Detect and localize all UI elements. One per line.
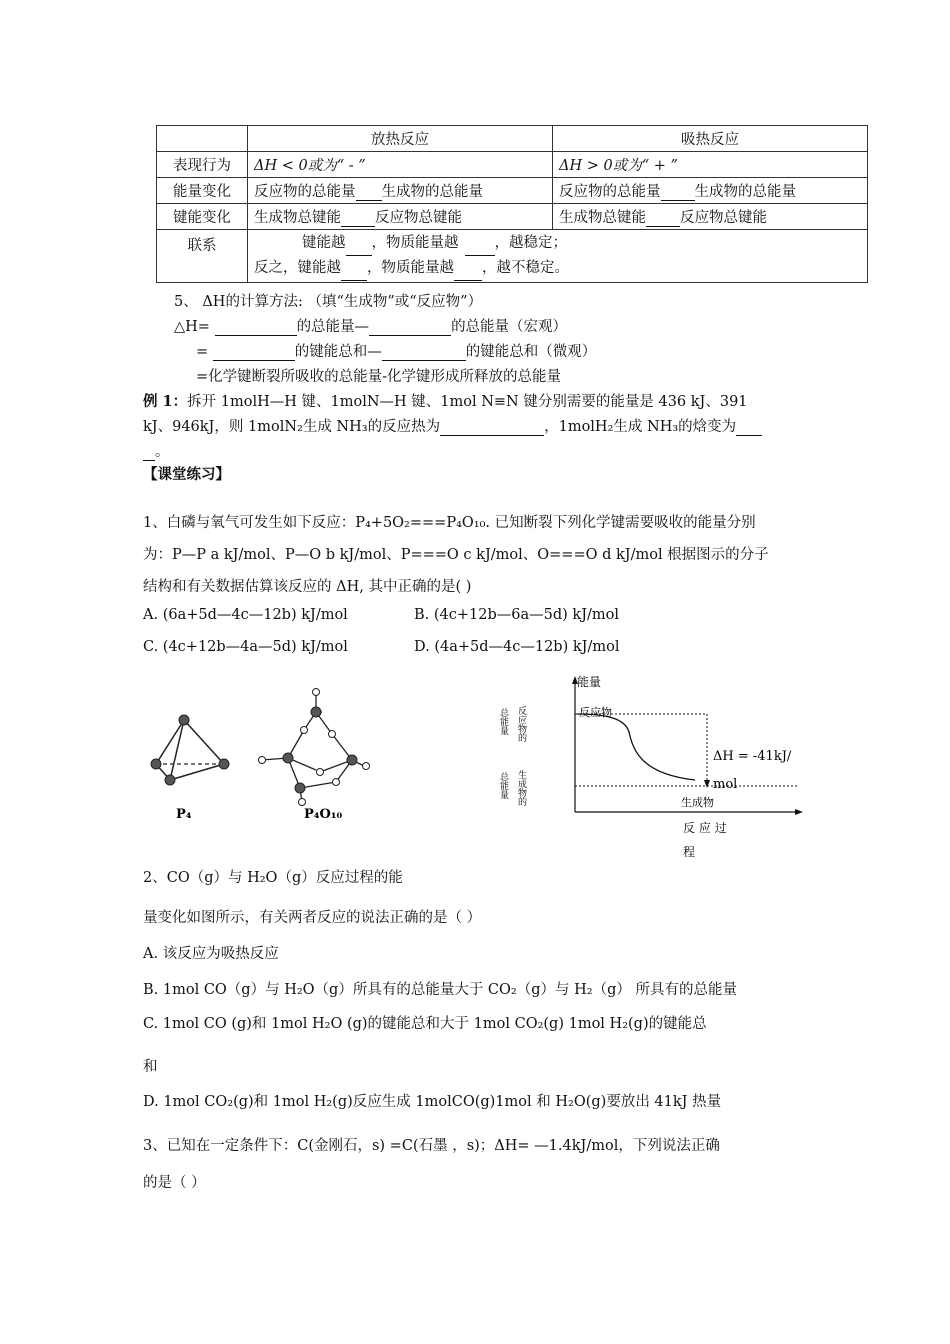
fill-blank[interactable]: [736, 421, 762, 437]
fill-blank[interactable]: [341, 212, 375, 228]
x-axis-label: 反 应 过: [683, 821, 727, 835]
fill-blank[interactable]: [356, 186, 382, 202]
q1-option-b[interactable]: B. (4c+12b—6a—5d) kJ/mol: [414, 607, 620, 623]
table-cell: [248, 178, 553, 204]
relation-text: ，越稳定；: [494, 235, 567, 251]
p4o10-label: P₄O₁₀: [304, 807, 343, 822]
relation-cell: [248, 230, 868, 283]
table-row: [157, 204, 868, 230]
calc-line-2: [196, 340, 596, 361]
table-header-cell: [157, 126, 248, 152]
comparison-table: [156, 125, 868, 283]
table-header-row: [157, 126, 868, 152]
energy-diagram: [495, 672, 825, 867]
fill-blank[interactable]: [465, 241, 495, 257]
calc-text: 的键能总和—: [294, 344, 382, 360]
left-label-total-1: 总能量: [498, 708, 508, 735]
example-text: 拆开 1molH—H 键、1molN—H 键、1mol N≡N 键分别需要的能量是 436 kJ、391: [187, 394, 748, 410]
q3-line-1: 3、已知在一定条件下：C(金刚石，s) =C(石墨 ，s)；ΔH= —1.4kJ/mol，下列说法正确: [143, 1138, 720, 1154]
table-cell: ΔH < 0或为“ - ”: [248, 152, 553, 178]
fill-blank[interactable]: [440, 421, 544, 437]
cell-text: 生成物总键能: [559, 210, 646, 226]
delta-h-unit: mol: [713, 777, 738, 792]
fill-blank[interactable]: [661, 186, 695, 202]
calc-title: 5、 ΔH的计算方法: （填“生成物”或“反应物”）: [174, 294, 483, 310]
fill-blank[interactable]: [454, 266, 482, 282]
q1-option-c[interactable]: C. (4c+12b—4a—5d) kJ/mol: [143, 639, 348, 655]
relation-text: ，越不稳定。: [482, 260, 569, 276]
q1-line-3: 结构和有关数据估算该反应的 ΔH, 其中正确的是( ): [143, 579, 472, 595]
calc-line-1: [174, 315, 567, 336]
relation-line: [254, 256, 861, 281]
q1-option-a[interactable]: A. (6a+5d—4c—12b) kJ/mol: [143, 607, 348, 623]
cell-text: 生成物的总能量: [694, 184, 796, 200]
calc-text: =: [196, 344, 209, 360]
fill-blank[interactable]: [382, 346, 466, 362]
example-text: ，1molH₂生成 NH₃的焓变为: [544, 419, 737, 435]
y-axis-label: 能量: [577, 675, 602, 689]
example-text: kJ、946kJ，则 1molN₂生成 NH₃的反应热为: [143, 419, 441, 435]
product-label: 生成物: [681, 796, 714, 809]
table-cell: ΔH > 0或为“ + ”: [553, 152, 868, 178]
table-row: [157, 178, 868, 204]
table-row: [157, 152, 868, 178]
relation-text: ，物质能量越: [371, 235, 459, 251]
q2-line-2: 量变化如图所示，有关两者反应的说法正确的是（ ）: [143, 910, 482, 926]
delta-h-arrow: [704, 780, 710, 788]
fill-blank[interactable]: [346, 241, 372, 257]
example-line-2: [143, 415, 762, 436]
table-cell: [553, 178, 868, 204]
calc-text: △H=: [174, 319, 210, 335]
cell-text: 反应物总键能: [375, 210, 462, 226]
reactant-label: 反应物: [579, 706, 612, 719]
example-label: 例 1：: [143, 393, 188, 410]
molecule-figure: [140, 682, 390, 832]
left-label-reactant: 反应物的: [516, 706, 526, 742]
table-header-cell: 放热反应: [248, 126, 553, 152]
reaction-curve: [577, 714, 695, 780]
calc-text: 的总能量—: [296, 319, 370, 335]
cell-text: 生成物的总能量: [381, 184, 483, 200]
q2-option-a[interactable]: A. 该反应为吸热反应: [143, 946, 279, 962]
row-label: 能量变化: [157, 178, 248, 204]
table-cell: [553, 204, 868, 230]
fill-blank[interactable]: [215, 321, 297, 337]
q1-line-1: 1、白磷与氧气可发生如下反应：P₄+5O₂===P₄O₁₀. 已知断裂下列化学键需要吸收的能量分别: [143, 515, 756, 531]
delta-h-label: ΔH = -41kJ/: [713, 749, 792, 764]
row-label: 表现行为: [157, 152, 248, 178]
fill-blank[interactable]: [646, 212, 680, 228]
cell-text: 反应物的总能量: [559, 184, 661, 200]
q3-line-2: 的是（ ）: [143, 1175, 206, 1191]
cell-text: 反应物总键能: [680, 210, 767, 226]
fill-blank[interactable]: [369, 321, 451, 337]
p4o10-atoms: [259, 689, 370, 806]
fill-blank[interactable]: [213, 346, 295, 362]
q1-option-d[interactable]: D. (4a+5d—4c—12b) kJ/mol: [414, 639, 620, 655]
section-heading: 【课堂练习】: [143, 466, 230, 483]
q2-option-c[interactable]: C. 1mol CO (g)和 1mol H₂O (g)的键能总和大于 1mol CO₂(g) 1mol H₂(g)的键能总: [143, 1016, 707, 1032]
fill-blank[interactable]: [341, 266, 367, 282]
example-line-3: [143, 440, 170, 461]
relation-line: [254, 231, 861, 256]
q2-line-1: 2、CO（g）与 H₂O（g）反应过程的能: [143, 870, 403, 886]
left-label-product: 生成物的: [516, 770, 526, 806]
q2-option-c-cont: 和: [143, 1059, 158, 1075]
row-label: 键能变化: [157, 204, 248, 230]
cell-text: 反应物的总能量: [254, 184, 356, 200]
p4-label: P₄: [176, 807, 192, 822]
x-axis-label-2: 程: [683, 845, 696, 859]
row-label: 联系: [157, 230, 248, 283]
table-header-cell: 吸热反应: [553, 126, 868, 152]
example-text: 。: [155, 444, 170, 460]
calc-line-3: =化学键断裂所吸收的总能量-化学键形成所释放的总能量: [196, 369, 562, 385]
table-cell: [248, 204, 553, 230]
p4-molecule: [151, 715, 229, 785]
calc-text: 的总能量（宏观）: [451, 319, 568, 335]
x-axis-arrow: [795, 809, 803, 815]
table-row: [157, 230, 868, 283]
relation-text: ，物质能量越: [367, 260, 454, 276]
q2-option-d[interactable]: D. 1mol CO₂(g)和 1mol H₂(g)反应生成 1molCO(g)1mol 和 H₂O(g)要放出 41kJ 热量: [143, 1094, 722, 1110]
cell-text: 生成物总键能: [254, 210, 341, 226]
fill-blank[interactable]: [143, 446, 155, 462]
relation-text: 键能越: [302, 235, 346, 251]
q1-line-2: 为：P—P a kJ/mol、P—O b kJ/mol、P===O c kJ/mol、O===O d kJ/mol 根据图示的分子: [143, 547, 769, 563]
relation-text: 反之，键能越: [254, 260, 341, 276]
q2-option-b[interactable]: B. 1mol CO（g）与 H₂O（g）所具有的总能量大于 CO₂（g）与 H₂（g） 所具有的总能量: [143, 982, 737, 998]
left-label-total-2: 总能量: [498, 772, 508, 799]
calc-text: 的键能总和（微观）: [465, 344, 597, 360]
example-line-1: [143, 390, 748, 411]
